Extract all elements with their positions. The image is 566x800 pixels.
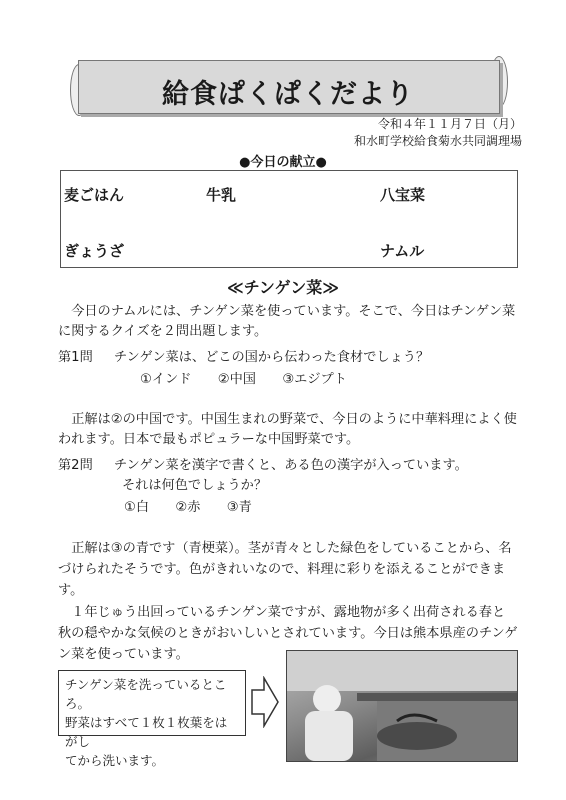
menu-item: ナムル <box>380 242 425 260</box>
menu-item: 麦ごはん <box>64 186 125 204</box>
answer1-paragraph: 正解は②の中国です。中国生まれの野菜で、今日のように中華料理によく使われます。日本で最もポピュラーな中国野菜です。 <box>58 412 517 447</box>
q1-label: 第1問 <box>58 350 93 365</box>
photo-caption-box <box>58 670 246 768</box>
menu-item: ぎょうざ <box>64 242 125 260</box>
menu-item: 八宝菜 <box>380 186 426 204</box>
caption-line: チンゲン菜を洗っているところ。 <box>65 677 227 711</box>
kitchen-name: 和水町学校給食菊水共同調理場 <box>353 134 522 148</box>
season-paragraph: １年じゅう出回っているチンゲン菜ですが、露地物が多く出荷される春と秋の穏やかな気候のときがおいしいとされています。今日は熊本県産のチンゲン菜を使っています。 <box>58 605 518 662</box>
caption-line: てから洗います。 <box>65 753 165 768</box>
page-title: 給食ぱくぱくだより <box>162 79 414 110</box>
q1-choices: ①インド ②中国 ③エジプト <box>140 372 347 387</box>
kitchen-scene-image <box>287 651 517 761</box>
menu-box <box>60 170 518 268</box>
q1-text: チンゲン菜は、どこの国から伝わった食材でしょう？ <box>114 350 430 365</box>
menu-item: 牛乳 <box>206 186 237 204</box>
q2-choices: ①白 ②赤 ③青 <box>124 500 252 515</box>
issue-info <box>354 116 522 150</box>
article-title: ≪チンゲン菜≫ <box>226 278 340 297</box>
arrow-right-icon <box>250 676 280 728</box>
q2-text: チンゲン菜を漢字で書くと、ある色の漢字が入っています。 <box>114 458 468 473</box>
answer2-paragraph: 正解は③の青です（青梗菜）。茎が青々とした緑色をしていることから、名づけられたそうです。色がきれいなので、料理に彩りを添えることができます。 <box>58 541 512 598</box>
caption-line: 野菜はすべて１枚１枚葉をはがし <box>65 715 228 749</box>
intro-paragraph: 今日のナムルには、チンゲン菜を使っています。そこで、今日はチンゲン菜に関するクイズを２問出題します。 <box>58 304 516 339</box>
q2-label: 第2問 <box>58 458 93 473</box>
washing-photo <box>286 650 518 762</box>
q2-text2: それは何色でしょうか？ <box>122 478 268 493</box>
menu-heading: ●今日の献立● <box>239 155 327 170</box>
issue-date: 令和４年１１月７日（月） <box>377 117 522 131</box>
